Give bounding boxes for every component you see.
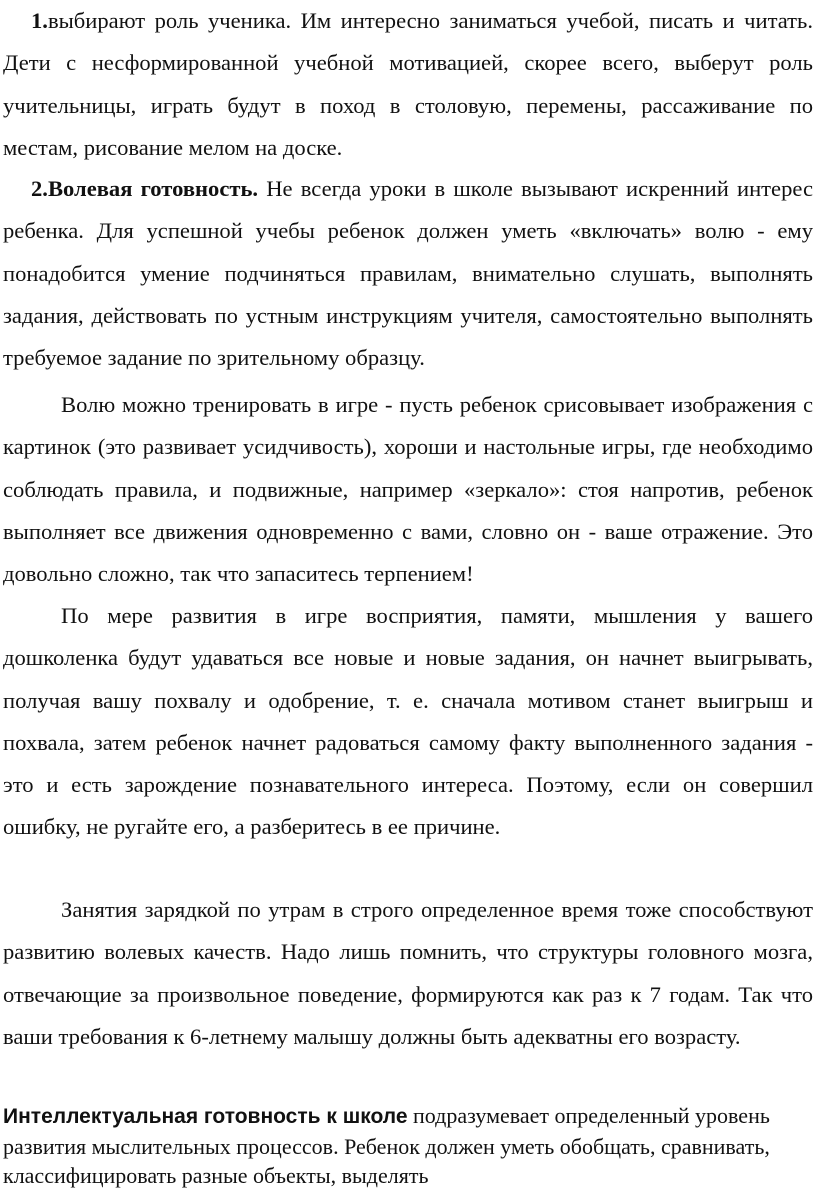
section-heading-volitional-readiness: 2.Волевая готовность.: [31, 176, 259, 201]
paragraph-volitional-readiness-text: Не всегда уроки в школе вызывают искренний интерес ребенка. Для успешной учебы ребенок должен уметь «включать» волю - ему понадобится умение подчиняться правилам, внимательно слушать, выполнять задания, действовать по устным инструкциям учителя, самостоятельно выполнять требуемое задание по зрительному образцу.: [3, 176, 813, 371]
paragraph-will-training: [3, 384, 813, 595]
paragraph-intellectual-readiness: [3, 1101, 813, 1191]
paragraph-cognitive-interest: [3, 595, 813, 849]
paragraph-intellectual-readiness-text: подразумевает определенный уровень развития мыслительных процессов. Ребенок должен уметь обобщать, сравнивать, классифицировать разные объекты, выделять: [3, 1103, 770, 1188]
paragraph-will-training-text: Волю можно тренировать в игре - пусть ребенок срисовывает изображения с картинок (это развивает усидчивость), хороши и настольные игры, где необходимо соблюдать правила, и подвижные, например «зеркало»: стоя напротив, ребенок выполняет все движения одновременно с вами, словно он - ваше отражение. Это довольно сложно, так что запаситесь терпением!: [3, 392, 813, 587]
list-number-1: 1.: [31, 8, 48, 33]
paragraph-morning-exercise-text: Занятия зарядкой по утрам в строго определенное время тоже способствуют развитию волевых качеств. Надо лишь помнить, что структуры головного мозга, отвечающие за произвольное поведение, формируются как раз к 7 годам. Так что ваши требования к 6-летнему малышу должны быть адекватны его возрасту.: [3, 897, 813, 1049]
paragraph-role-play: [3, 0, 813, 169]
paragraph-morning-exercise: [3, 889, 813, 1058]
section-heading-intellectual-readiness: Интеллектуальная готовность к школе: [3, 1105, 408, 1128]
paragraph-cognitive-interest-text: По мере развития в игре восприятия, памяти, мышления у вашего дошколенка будут удаваться все новые и новые задания, он начнет выигрывать, получая вашу похвалу и одобрение, т. е. сначала мотивом станет выигрыш и похвала, затем ребенок начнет радоваться самому факту выполненного задания - это и есть зарождение познавательного интереса. Поэтому, если он совершил ошибку, не ругайте его, а разберитесь в ее причине.: [3, 603, 813, 840]
paragraph-volitional-readiness: [3, 168, 813, 379]
paragraph-role-play-text: выбирают роль ученика. Им интересно заниматься учебой, писать и читать. Дети с несформированной учебной мотивацией, скорее всего, выберут роль учительницы, играть будут в поход в столовую, перемены, рассаживание по местам, рисование мелом на доске.: [3, 8, 813, 160]
